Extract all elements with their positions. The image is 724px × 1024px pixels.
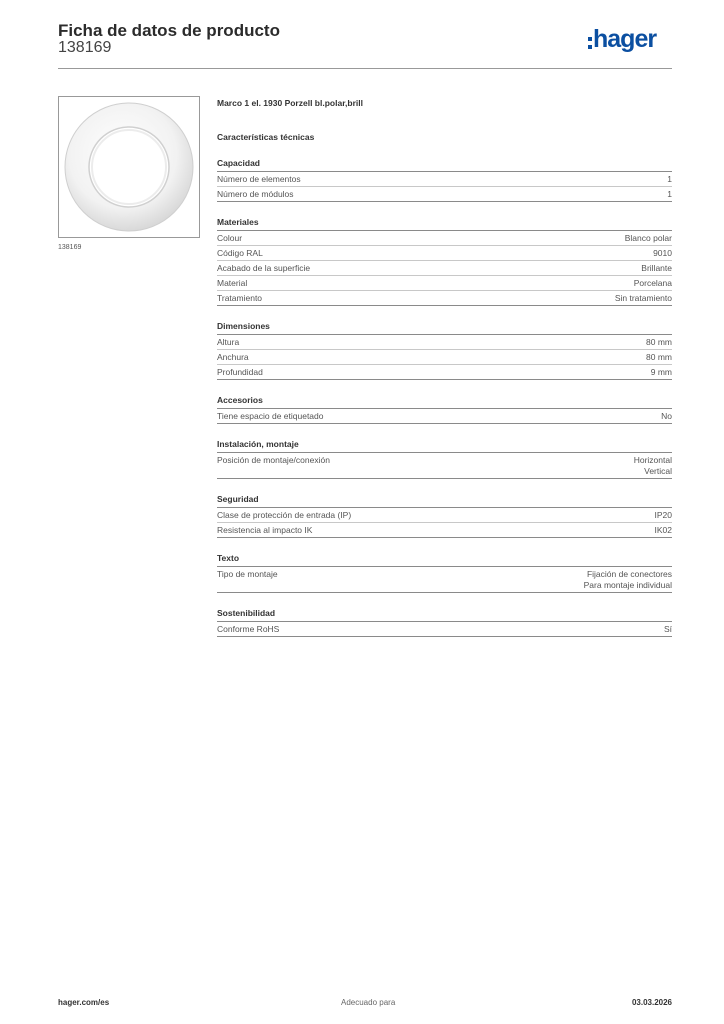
spec-label: Tiene espacio de etiquetado bbox=[217, 411, 324, 421]
section-title: Capacidad bbox=[217, 158, 672, 172]
header-divider bbox=[58, 68, 672, 69]
spec-label: Posición de montaje/conexión bbox=[217, 455, 330, 465]
section-title: Accesorios bbox=[217, 395, 672, 409]
spec-row bbox=[217, 246, 672, 261]
spec-value bbox=[646, 337, 672, 348]
frame-ring-icon bbox=[59, 97, 199, 237]
logo-text: hager bbox=[593, 25, 657, 53]
spec-value-line: Blanco polar bbox=[624, 233, 672, 243]
spec-sections bbox=[217, 158, 672, 637]
spec-row bbox=[217, 276, 672, 291]
spec-label: Código RAL bbox=[217, 248, 263, 258]
footer-suitable-for: Adecuado para bbox=[341, 998, 396, 1007]
spec-value-line: No bbox=[661, 411, 672, 421]
product-code: 138169 bbox=[58, 39, 112, 56]
spec-row bbox=[217, 350, 672, 365]
footer-website: hager.com/es bbox=[58, 998, 110, 1007]
spec-section bbox=[217, 321, 672, 380]
spec-label: Conforme RoHS bbox=[217, 624, 280, 634]
section-title: Sostenibilidad bbox=[217, 608, 672, 622]
spec-value bbox=[584, 569, 672, 591]
section-title: Dimensiones bbox=[217, 321, 672, 335]
section-title: Materiales bbox=[217, 217, 672, 231]
spec-value-line: Para montaje individual bbox=[583, 580, 672, 590]
spec-section bbox=[217, 395, 672, 424]
spec-row bbox=[217, 622, 672, 637]
spec-value bbox=[655, 510, 673, 521]
product-name: Marco 1 el. 1930 Porzell bl.polar,brill bbox=[217, 98, 363, 108]
spec-label: Tratamiento bbox=[217, 293, 263, 303]
tech-heading: Características técnicas bbox=[217, 132, 315, 142]
spec-value bbox=[667, 174, 672, 185]
spec-value bbox=[661, 411, 672, 422]
spec-row bbox=[217, 231, 672, 246]
spec-label: Tipo de montaje bbox=[217, 569, 278, 579]
spec-label: Acabado de la superficie bbox=[217, 263, 311, 273]
spec-row bbox=[217, 508, 672, 523]
spec-label: Número de elementos bbox=[217, 174, 301, 184]
spec-value-line: Brillante bbox=[641, 263, 672, 273]
spec-value-line: Horizontal bbox=[633, 455, 672, 465]
logo-dot-icon bbox=[588, 37, 592, 41]
spec-value bbox=[667, 189, 672, 200]
spec-section bbox=[217, 553, 672, 593]
spec-value bbox=[641, 263, 672, 274]
spec-label: Anchura bbox=[217, 352, 249, 362]
spec-row bbox=[217, 172, 672, 187]
footer-date: 03.03.2026 bbox=[631, 998, 672, 1007]
spec-label: Profundidad bbox=[217, 367, 263, 377]
spec-section bbox=[217, 158, 672, 202]
spec-row bbox=[217, 453, 672, 479]
spec-value bbox=[651, 367, 672, 378]
product-image bbox=[58, 96, 200, 238]
spec-row bbox=[217, 187, 672, 202]
spec-value-line: IP20 bbox=[654, 510, 672, 520]
spec-value-line: 1 bbox=[667, 174, 672, 184]
section-title: Texto bbox=[217, 553, 672, 567]
spec-row bbox=[217, 523, 672, 538]
spec-section bbox=[217, 439, 672, 479]
spec-value-line: Sin tratamiento bbox=[614, 293, 672, 303]
hager-logo bbox=[588, 25, 676, 58]
spec-row bbox=[217, 261, 672, 276]
spec-value bbox=[634, 455, 672, 477]
spec-value-line: Porcelana bbox=[633, 278, 672, 288]
product-details bbox=[217, 97, 672, 637]
spec-label: Colour bbox=[217, 233, 243, 243]
spec-value-line: 1 bbox=[667, 189, 672, 199]
spec-value bbox=[653, 248, 672, 259]
spec-label: Material bbox=[217, 278, 248, 288]
spec-value-line: 80 mm bbox=[646, 352, 672, 362]
spec-value bbox=[615, 293, 672, 304]
spec-value bbox=[655, 525, 673, 536]
spec-value bbox=[664, 624, 672, 635]
spec-label: Resistencia al impacto IK bbox=[217, 525, 313, 535]
spec-value bbox=[646, 352, 672, 363]
spec-value-line: Vertical bbox=[644, 466, 672, 476]
spec-value-line: Sí bbox=[663, 624, 672, 634]
spec-section bbox=[217, 494, 672, 538]
spec-label: Clase de protección de entrada (IP) bbox=[217, 510, 352, 520]
spec-value-line: Fijación de conectores bbox=[586, 569, 672, 579]
spec-row bbox=[217, 365, 672, 380]
spec-row bbox=[217, 409, 672, 424]
spec-label: Número de módulos bbox=[217, 189, 294, 199]
section-title: Seguridad bbox=[217, 494, 672, 508]
spec-value bbox=[625, 233, 672, 244]
spec-value-line: IK02 bbox=[654, 525, 672, 535]
logo-dot-icon bbox=[588, 45, 592, 49]
spec-label: Altura bbox=[217, 337, 240, 347]
spec-row bbox=[217, 291, 672, 306]
spec-value-line: 9010 bbox=[653, 248, 672, 258]
spec-value-line: 80 mm bbox=[646, 337, 672, 347]
spec-row bbox=[217, 335, 672, 350]
spec-row bbox=[217, 567, 672, 593]
image-caption: 138169 bbox=[58, 244, 82, 251]
spec-value-line: 9 mm bbox=[650, 367, 672, 377]
section-title: Instalación, montaje bbox=[217, 439, 672, 453]
page-title: Ficha de datos de producto bbox=[58, 21, 280, 40]
spec-value bbox=[634, 278, 672, 289]
spec-section bbox=[217, 608, 672, 637]
spec-section bbox=[217, 217, 672, 306]
